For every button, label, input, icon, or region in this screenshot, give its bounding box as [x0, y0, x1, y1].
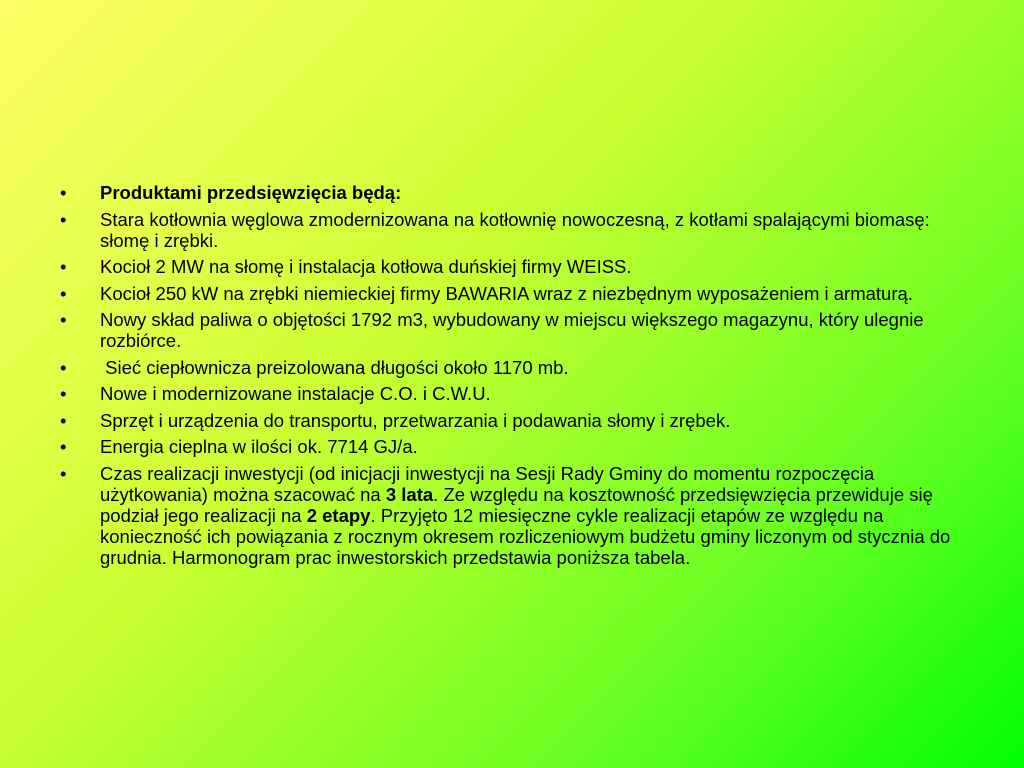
text-segment: . Ze względu na kosztowność przedsięwzięcia przewiduje się podział jego realizacji na	[100, 483, 933, 526]
bullet-text	[100, 383, 491, 404]
text-segment: Nowe i modernizowane instalacje C.O. i C.W.U.	[100, 383, 491, 404]
bullet-item	[60, 309, 960, 351]
bullet-marker: •	[60, 436, 67, 457]
bullet-item	[60, 383, 960, 404]
bullet-text	[100, 357, 569, 378]
bullet-item	[60, 463, 960, 568]
bullet-item	[60, 436, 960, 457]
text-segment: Sieć ciepłownicza preizolowana długości około 1170 mb.	[100, 356, 569, 378]
bullet-text	[100, 410, 730, 431]
bullet-marker: •	[60, 409, 67, 431]
bullet-marker: •	[60, 462, 67, 484]
text-segment: Nowy skład paliwa o objętości 1792 m3, wybudowany w miejscu większego magazynu, który ulegnie rozbiórce.	[100, 309, 924, 351]
bullet-item	[60, 283, 960, 304]
text-segment: Sprzęt i urządzenia do transportu, przetwarzania i podawania słomy i zrębek.	[100, 409, 731, 431]
bullet-marker: •	[60, 383, 67, 404]
bullet-marker: •	[60, 208, 67, 230]
text-segment: Energia cieplna w ilości ok. 7714 GJ/a.	[100, 436, 418, 457]
bullet-marker: •	[60, 256, 67, 277]
bullet-marker: •	[60, 309, 67, 330]
bullet-list	[60, 182, 960, 573]
bullet-item	[60, 357, 960, 378]
bullet-text	[100, 309, 924, 351]
bold-text-segment: 2 etapy	[306, 504, 371, 526]
text-segment: Stara kotłownia węglowa zmodernizowana na kotłownię nowoczesną, z kotłami spalającymi biomasę: słomę i zrębki.	[100, 208, 930, 251]
text-segment: Kocioł 250 kW na zrębki niemieckiej firmy BAWARIA wraz z niezbędnym wyposażeniem i armaturą.	[100, 282, 913, 304]
bullet-item	[60, 410, 960, 431]
text-segment: Kocioł 2 MW na słomę i instalacja kotłowa duńskiej firmy WEISS.	[100, 256, 632, 277]
bullet-marker: •	[60, 182, 67, 203]
bullet-marker: •	[60, 282, 67, 304]
bullet-text	[100, 209, 930, 251]
bullet-text	[100, 436, 418, 457]
bullet-text	[100, 256, 632, 277]
bullet-item	[60, 209, 960, 251]
bold-text-segment: 3 lata	[385, 483, 434, 505]
bullet-item	[60, 256, 960, 277]
text-segment: . Przyjęto 12 miesięczne cykle realizacji etapów ze względu na konieczność ich powiązania z rocznym okresem rozliczeniowym budżetu gminy liczonym od stycznia do grudnia. Harmonogram prac inwestorskich przedstawia poniższa tabela.	[100, 504, 951, 568]
bullet-marker: •	[60, 356, 67, 378]
bullet-text	[100, 463, 950, 568]
bold-text-segment: Produktami przedsięwzięcia będą:	[100, 182, 402, 203]
text-segment: Czas realizacji inwestycji (od inicjacji inwestycji na Sesji Rady Gminy do momentu rozpoczęcia użytkowania) można szacować na	[100, 462, 875, 505]
bullet-item	[60, 182, 960, 203]
bullet-text	[100, 283, 913, 304]
bullet-text	[100, 182, 401, 203]
